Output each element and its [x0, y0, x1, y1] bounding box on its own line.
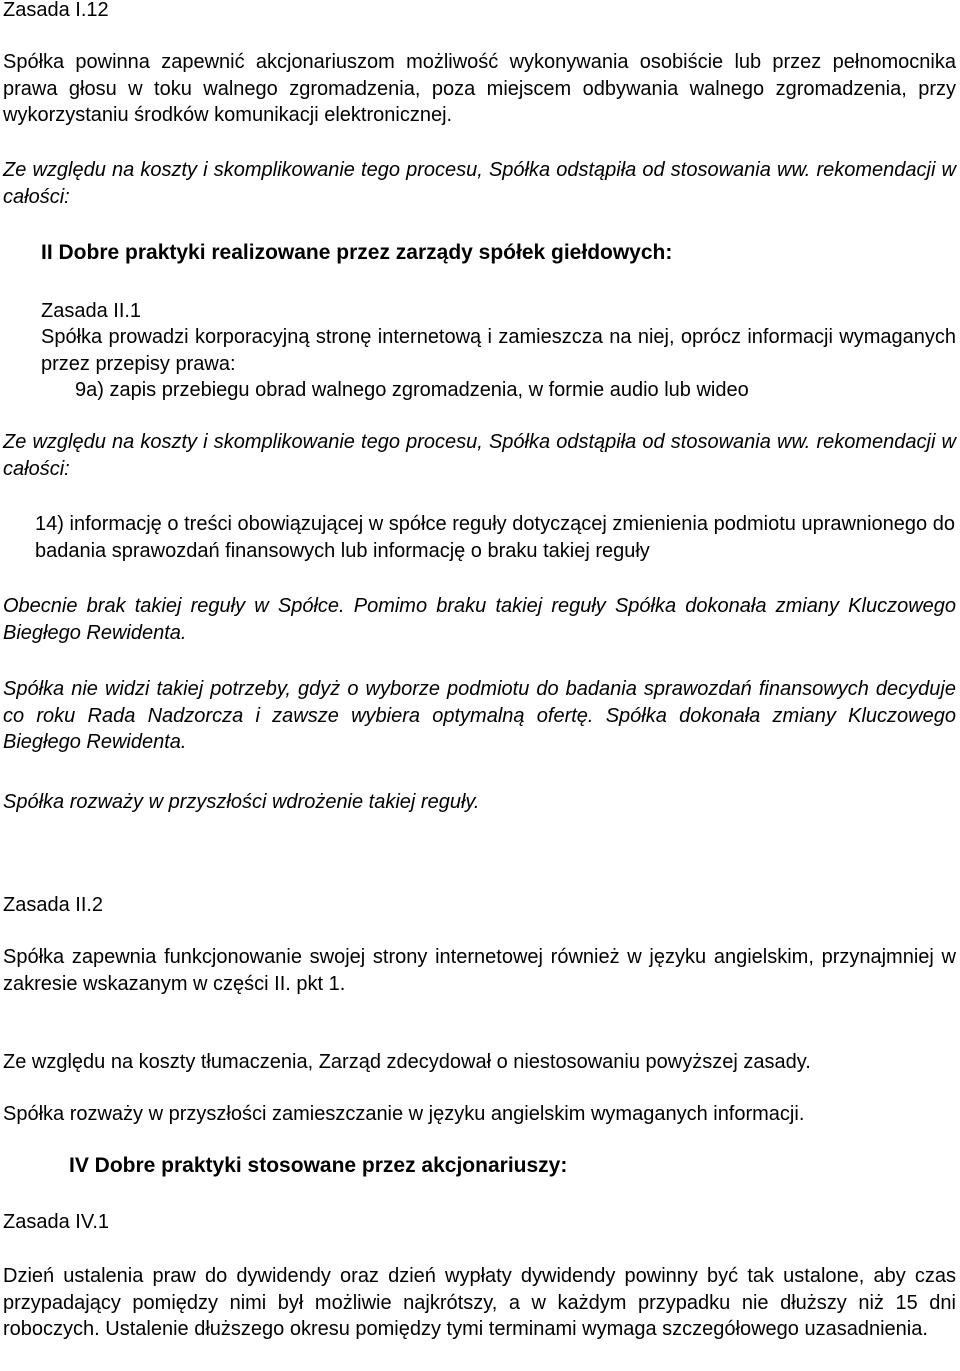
rule-heading: Zasada IV.1 [3, 1211, 110, 1233]
rule-heading: Zasada I.12 [3, 0, 109, 21]
rule-heading: Zasada II.2 [3, 894, 104, 916]
rule-body: Spółka prowadzi korporacyjną stronę internetową i zamieszcza na niej, oprócz informacji wymaganych przez przepisy prawa: [41, 326, 956, 375]
rule-comment: Obecnie brak takiej reguły w Spółce. Pomimo braku takiej reguły Spółka dokonała zmiany Kluczowego Biegłego Rewidenta. [3, 595, 956, 644]
rule-comment: Spółka rozważy w przyszłości zamieszczanie w języku angielskim wymaganych informacji. [3, 1103, 805, 1125]
rule-body: Spółka powinna zapewnić akcjonariuszom możliwość wykonywania osobiście lub przez pełnomocnika prawa głosu w toku walnego zgromadzenia, poza miejscem odbywania walnego zgromadzenia, przy wykorzystaniu środków komunikacji elektronicznej. [3, 51, 956, 126]
list-item: 9a) zapis przebiegu obrad walnego zgromadzenia, w formie audio lub wideo [75, 379, 749, 401]
rule-body: Spółka zapewnia funkcjonowanie swojej strony internetowej również w języku angielskim, przynajmniej w zakresie wskazanym w części II. pkt 1. [3, 946, 956, 995]
rule-comment: Ze względu na koszty i skomplikowanie tego procesu, Spółka odstąpiła od stosowania ww. rekomendacji w całości: [3, 431, 956, 480]
rule-body: Dzień ustalenia praw do dywidendy oraz dzień wypłaty dywidendy powinny być tak ustalone, aby czas przypadający pomiędzy nimi był możliwie najkrótszy, a w każdym przypadku nie dłuższy niż 15 dni roboczych. Ustalenie dłuższego okresu pomiędzy tymi terminami wymaga szczegółowego uzasadnienia. [3, 1265, 956, 1340]
section-title: II Dobre praktyki realizowane przez zarządy spółek giełdowych: [41, 241, 673, 264]
rule-comment: Spółka nie widzi takiej potrzeby, gdyż o wyborze podmiotu do badania sprawozdań finansowych decyduje co roku Rada Nadzorcza i zawsze wybiera optymalną ofertę. Spółka dokonała zmiany Kluczowego Biegłego Rewidenta. [3, 678, 956, 753]
rule-comment: Ze względu na koszty tłumaczenia, Zarząd zdecydował o niestosowaniu powyższej zasady. [3, 1051, 811, 1073]
rule-comment: Ze względu na koszty i skomplikowanie tego procesu, Spółka odstąpiła od stosowania ww. rekomendacji w całości: [3, 159, 956, 208]
rule-comment: Spółka rozważy w przyszłości wdrożenie takiej reguły. [3, 791, 480, 813]
rule-heading: Zasada II.1 [41, 300, 142, 322]
section-title: IV Dobre praktyki stosowane przez akcjonariuszy: [69, 1154, 568, 1177]
list-item: 14) informację o treści obowiązującej w spółce reguły dotyczącej zmienienia podmiotu uprawnionego do badania sprawozdań finansowych lub informację o braku takiej reguły [35, 513, 955, 562]
